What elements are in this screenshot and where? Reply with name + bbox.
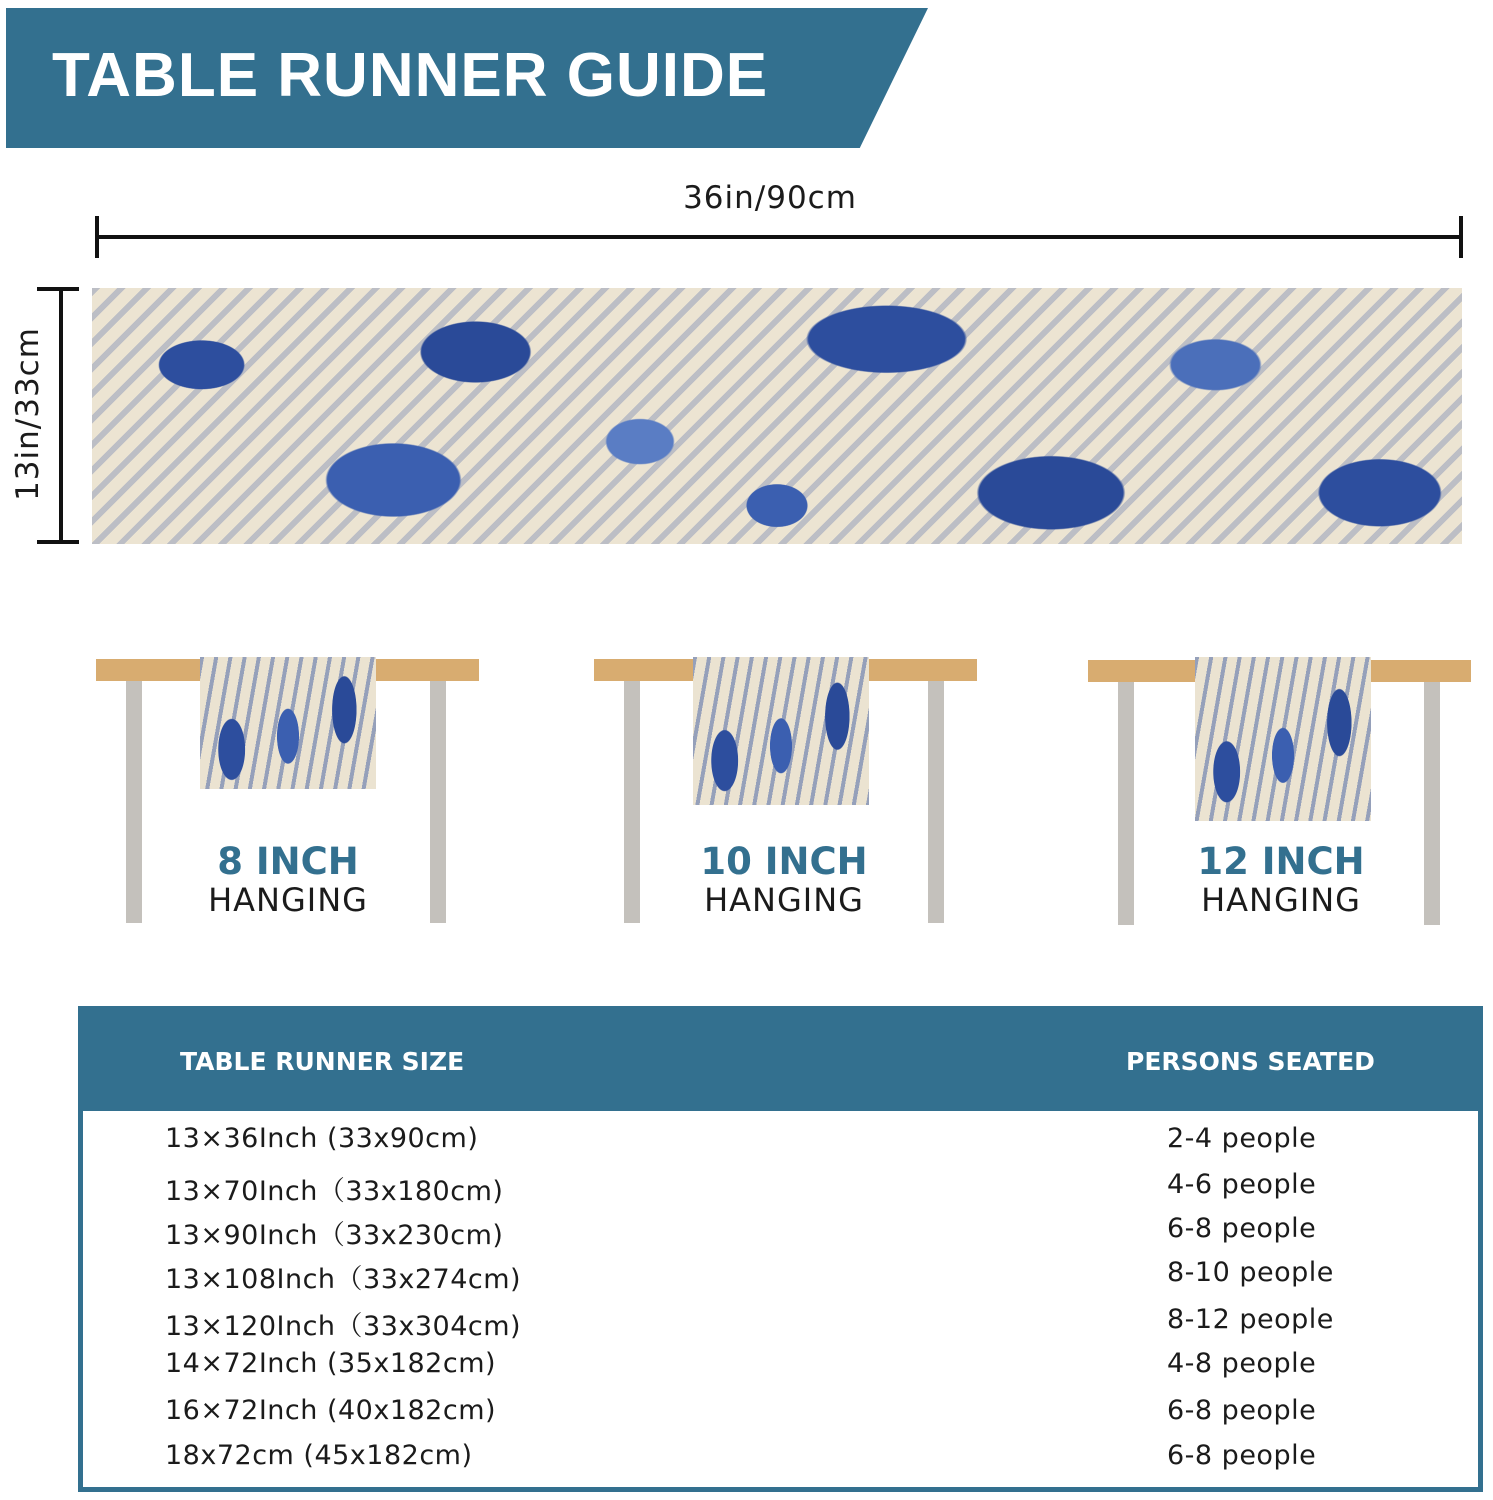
width-dimension-cap-right (1459, 216, 1463, 258)
hanging-word-label: HANGING (208, 881, 368, 919)
width-dimension-cap-left (95, 216, 99, 258)
table-row (83, 1395, 1478, 1439)
runner-hanging-swatch (1195, 657, 1371, 821)
header-persons-seated: PERSONS SEATED (1126, 1047, 1375, 1076)
height-dimension-line (59, 288, 63, 544)
table-row (83, 1123, 1478, 1167)
row-size: 13×108Inch（33x274cm) (165, 1264, 522, 1295)
width-dimension-label: 36in/90cm (683, 180, 857, 216)
row-size: 18x72cm (45x182cm) (165, 1440, 473, 1471)
row-persons: 8-10 people (1167, 1257, 1334, 1288)
runner-hanging-swatch (200, 657, 376, 789)
table-row (83, 1304, 1478, 1348)
size-table (78, 1006, 1483, 1492)
row-size: 13×120Inch（33x304cm) (165, 1311, 522, 1342)
hanging-size-label: 8 INCH (217, 840, 359, 883)
size-table-header (83, 1011, 1478, 1111)
hanging-word-label: HANGING (704, 881, 864, 919)
header-table-runner-size: TABLE RUNNER SIZE (180, 1047, 465, 1076)
height-dimension-label: 13in/33cm (10, 327, 46, 501)
row-persons: 6-8 people (1167, 1395, 1317, 1426)
table-row (83, 1348, 1478, 1392)
row-persons: 4-8 people (1167, 1348, 1317, 1379)
row-size: 13×36Inch (33x90cm) (165, 1123, 479, 1154)
hanging-size-label: 10 INCH (700, 840, 868, 883)
row-size: 14×72Inch (35x182cm) (165, 1348, 497, 1379)
row-persons: 4-6 people (1167, 1169, 1317, 1200)
row-persons: 6-8 people (1167, 1213, 1317, 1244)
page-title: TABLE RUNNER GUIDE (52, 41, 769, 110)
row-persons: 6-8 people (1167, 1440, 1317, 1471)
table-runner-pattern-image (92, 288, 1462, 544)
row-size: 13×70Inch（33x180cm) (165, 1176, 504, 1207)
row-persons: 8-12 people (1167, 1304, 1334, 1335)
row-persons: 2-4 people (1167, 1123, 1317, 1154)
width-dimension-line (96, 235, 1463, 239)
row-size: 16×72Inch (40x182cm) (165, 1395, 497, 1426)
table-row (83, 1213, 1478, 1257)
hanging-size-label: 12 INCH (1197, 840, 1365, 883)
table-row (83, 1257, 1478, 1301)
hanging-word-label: HANGING (1201, 881, 1361, 919)
table-row (83, 1169, 1478, 1213)
row-size: 13×90Inch（33x230cm) (165, 1220, 504, 1251)
table-row (83, 1440, 1478, 1484)
runner-hanging-swatch (693, 657, 869, 805)
